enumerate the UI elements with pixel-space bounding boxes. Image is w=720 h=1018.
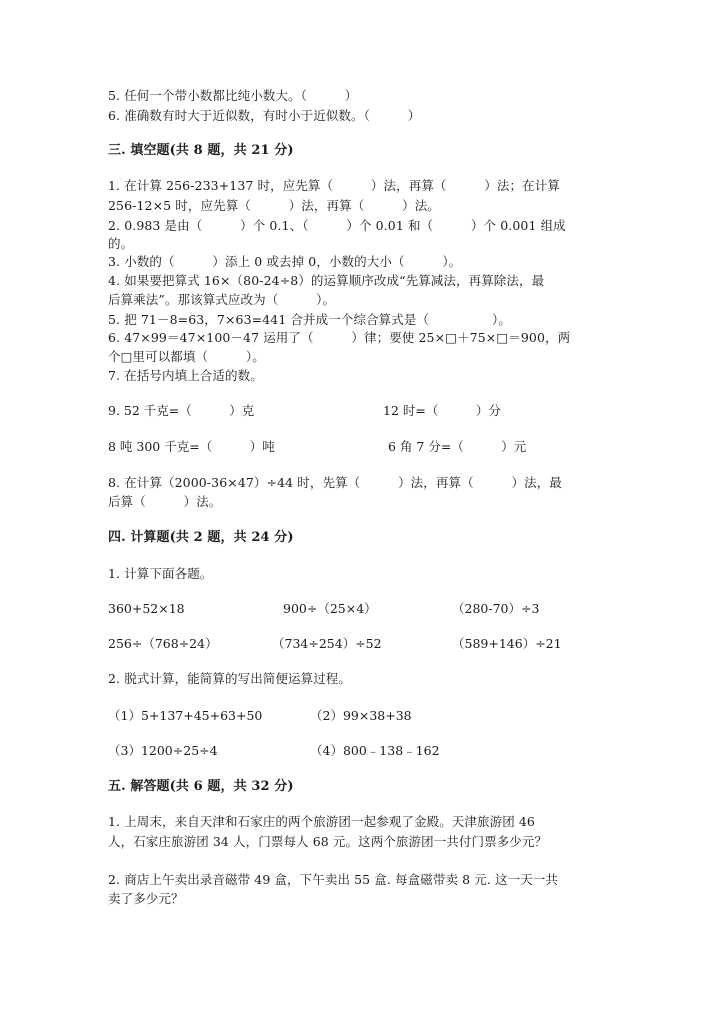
calc-expression: （3）1200÷25÷4 — [108, 743, 218, 758]
section-heading-calc: 四. 计算题(共 2 题，共 24 分) — [108, 530, 294, 545]
section-heading-fill: 三. 填空题(共 8 题，共 21 分) — [108, 143, 294, 158]
fill-question-6-line-1: 6. 47×99＝47×100－47 运用了（ ）律；要使 25×□＋75×□＝900，两 — [108, 330, 571, 345]
judge-question-5: 5. 任何一个带小数都比纯小数大。（ ） — [108, 88, 358, 103]
fill-question-7: 7. 在括号内填上合适的数。 — [108, 368, 263, 383]
calc-expression: （2）99×38+38 — [310, 708, 412, 723]
fill-question-4-line-2: 后算乘法”。那该算式应改为（ ）。 — [108, 292, 336, 307]
calc-expression: （280-70）÷3 — [452, 601, 540, 616]
calc-expression: 900÷（25×4） — [283, 601, 377, 616]
calc-expression: （1）5+137+45+63+50 — [108, 708, 263, 723]
section-heading-solve: 五. 解答题(共 6 题，共 32 分) — [108, 779, 294, 794]
fill-question-3: 3. 小数的（ ）添上 0 或去掉 0，小数的大小（ ）。 — [108, 254, 462, 269]
fill-question-1-line-1: 1. 在计算 256-233+137 时，应先算（ ）法，再算（ ）法；在计算 — [108, 178, 560, 193]
solve-question-2-line-1: 2. 商店上午卖出录音磁带 49 盒，下午卖出 55 盒. 每盒磁带卖 8 元. 这一天一共 — [108, 872, 558, 887]
fill-question-7-item-d: 6 角 7 分=（ ）元 — [388, 439, 527, 454]
fill-question-1-line-2: 256-12×5 时，应先算（ ）法，再算（ ）法。 — [108, 198, 440, 213]
fill-question-7-item-a: 9. 52 千克=（ ）克 — [108, 403, 255, 418]
calc-expression: （734÷254）÷52 — [272, 636, 382, 651]
solve-question-1-line-1: 1. 上周末，来自天津和石家庄的两个旅游团一起参观了金殿。天津旅游团 46 — [108, 814, 535, 829]
fill-question-2-line-2: 的。 — [108, 236, 134, 251]
calc-expression: （4）800﹣138﹣162 — [310, 743, 440, 758]
calc-question-2: 2. 脱式计算，能简算的写出简便运算过程。 — [108, 671, 352, 686]
calc-expression: （589+146）÷21 — [452, 636, 562, 651]
calc-expression: 256÷（768÷24） — [108, 636, 218, 651]
fill-question-8-line-1: 8. 在计算（2000-36×47）÷44 时，先算（ ）法，再算（ ）法，最 — [108, 475, 562, 490]
fill-question-7-item-c: 8 吨 300 千克=（ ）吨 — [108, 439, 275, 454]
fill-question-7-item-b: 12 时=（ ）分 — [383, 403, 501, 418]
solve-question-2-line-2: 卖了多少元？ — [108, 891, 184, 906]
solve-question-1-line-2: 人，石家庄旅游团 34 人，门票每人 68 元。这两个旅游团一共付门票多少元？ — [108, 834, 548, 849]
judge-question-6: 6. 准确数有时大于近似数，有时小于近似数。（ ） — [108, 108, 421, 123]
calc-question-1: 1. 计算下面各题。 — [108, 566, 213, 581]
fill-question-8-line-2: 后算（ ）法。 — [108, 494, 222, 509]
fill-question-6-line-2: 个□里可以都填（ ）。 — [108, 349, 265, 364]
calc-expression: 360+52×18 — [108, 601, 185, 616]
fill-question-5: 5. 把 71－8=63，7×63=441 合并成一个综合算式是（ ）。 — [108, 312, 511, 327]
fill-question-4-line-1: 4. 如果要把算式 16×（80-24÷8）的运算顺序改成“先算减法，再算除法，最 — [108, 273, 545, 288]
fill-question-2-line-1: 2. 0.983 是由（ ）个 0.1、（ ）个 0.01 和（ ）个 0.001 组成 — [108, 218, 566, 233]
